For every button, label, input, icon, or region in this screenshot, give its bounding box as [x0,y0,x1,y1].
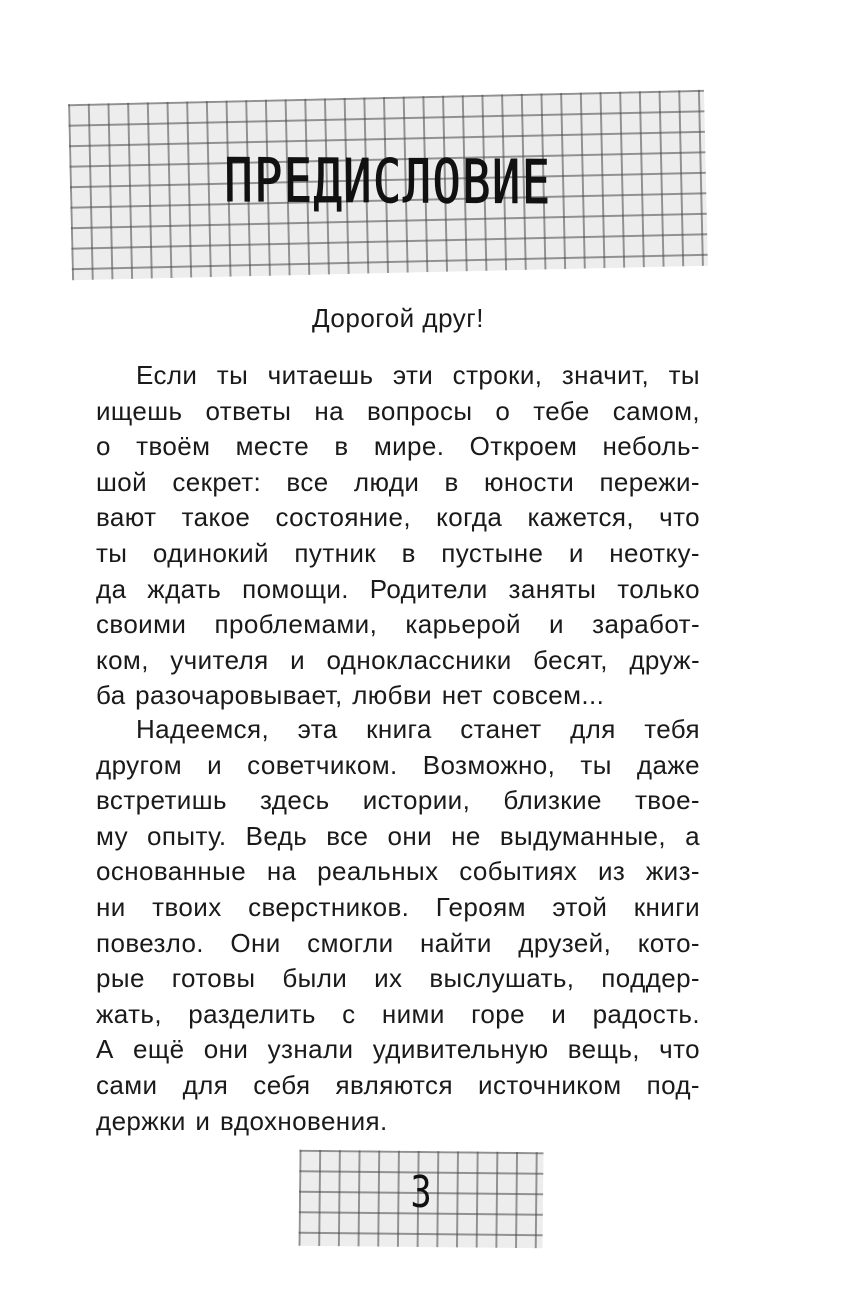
paragraph-line: А ещё они узнали удивительную вещь, что [96,1034,700,1065]
paragraph-line: му опыту. Ведь все они не выдуманные, а [96,820,700,851]
paragraph-line: ком, учителя и одноклассники бесят, друж- [96,644,700,675]
paragraph-line: да ждать помощи. Родители заняты только [96,573,700,604]
paragraph-line: Надеемся, эта книга станет для тебя [136,714,700,744]
paragraph-line: ищешь ответы на вопросы о тебе самом, [96,395,700,426]
paragraph-line: держки и вдохновения. [96,1105,388,1136]
paragraph-line: повезло. Они смогли найти друзей, кото- [96,927,700,958]
paragraph-line: о твоём месте в мире. Откроем неболь- [96,431,700,462]
paragraph-line: сами для себя являются источником под- [96,1069,700,1100]
paragraph-line: шой секрет: все люди в юности пережи- [96,466,700,497]
paragraph-line: другом и советчиком. Возможно, ты даже [96,749,700,780]
page-number: 3 [410,1167,432,1219]
paragraph-2 [96,712,700,1139]
paragraph-line: Если ты читаешь эти строки, значит, ты [136,360,700,390]
paragraph-line: жать, разделить с ними горе и радость. [96,998,700,1029]
paragraph-line: вают такое состояние, когда кажется, что [96,502,700,533]
paragraph-line: встретишь здесь истории, близкие твое- [96,785,700,816]
paragraph-line: ты одинокий путник в пустыне и неотку- [96,537,700,568]
paragraph-line: рые готовы были их выслушать, поддер- [96,963,700,994]
page-title: ПРЕДИСЛОВИЕ [224,145,552,219]
paragraph-line: ни твоих сверстников. Героям этой книги [96,891,700,922]
page-number-tag [299,1150,544,1249]
greeting: Дорогой друг! [312,303,484,333]
title-banner [68,90,708,280]
paragraph-line: своими проблемами, карьерой и заработ- [96,609,700,640]
paragraph-line: ба разочаровывает, любви нет совсем... [96,680,605,711]
paragraph-line: основанные на реальных событиях из жиз- [96,856,700,887]
paragraph-1 [96,358,700,714]
